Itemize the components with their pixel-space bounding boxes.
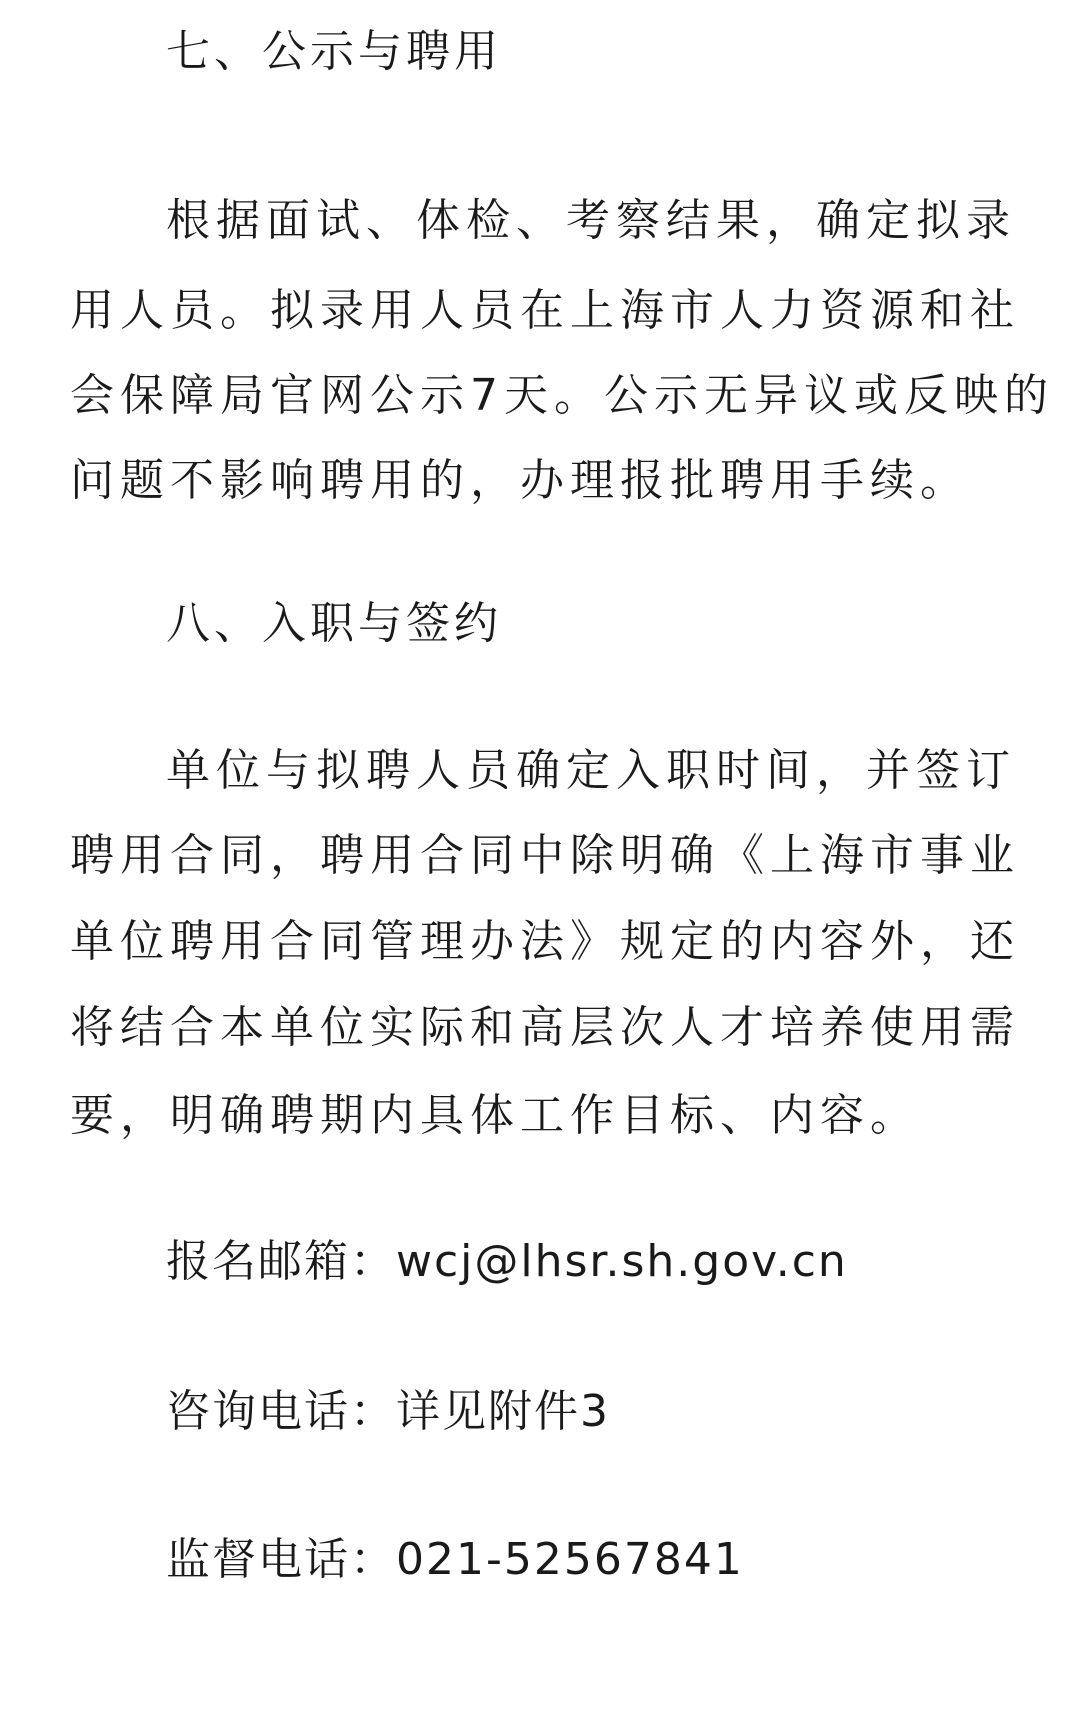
- section-8-heading: 八、入职与签约: [166, 598, 502, 649]
- section-7-paragraph-line-4: 问题不影响聘用的，办理报批聘用手续。: [70, 455, 970, 506]
- supervision-phone: 监督电话：021-52567841: [166, 1534, 744, 1585]
- section-7-heading: 七、公示与聘用: [166, 26, 502, 77]
- section-8-paragraph-line-3: 单位聘用合同管理办法》规定的内容外，还: [70, 916, 1020, 967]
- section-8-paragraph-line-2: 聘用合同，聘用合同中除明确《上海市事业: [70, 830, 1020, 881]
- inquiry-phone: 咨询电话：详见附件3: [166, 1386, 610, 1437]
- registration-email: 报名邮箱：wcj@lhsr.sh.gov.cn: [166, 1236, 848, 1287]
- section-8-paragraph-line-4: 将结合本单位实际和高层次人才培养使用需: [70, 1002, 1020, 1053]
- section-8-paragraph-line-5: 要，明确聘期内具体工作目标、内容。: [70, 1090, 920, 1141]
- section-7-paragraph-line-2: 用人员。拟录用人员在上海市人力资源和社: [70, 285, 1020, 336]
- section-8-paragraph-line-1: 单位与拟聘人员确定入职时间，并签订: [166, 745, 1016, 796]
- section-7-paragraph-line-1: 根据面试、体检、考察结果，确定拟录: [166, 195, 1016, 246]
- section-7-paragraph-line-3: 会保障局官网公示7天。公示无异议或反映的: [70, 370, 1054, 421]
